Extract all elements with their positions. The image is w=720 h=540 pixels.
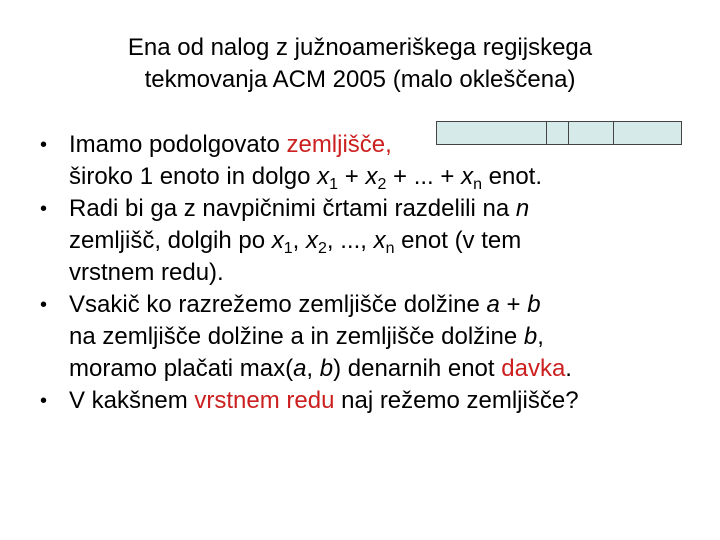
bullet-icon: • [40, 294, 48, 316]
bullet-item-3 [40, 289, 700, 385]
bullet-list [40, 129, 700, 417]
bullet-icon: • [40, 134, 48, 156]
land-segment [437, 122, 547, 144]
bullet-3-line-2: na zemljišče dolžine a in zemljišče dolžine b, [69, 323, 544, 350]
highlight-zemljisce: zemljišče, [286, 131, 392, 158]
highlight-davka: davka [501, 355, 566, 382]
land-segment [569, 122, 614, 144]
bullet-icon: • [40, 390, 48, 412]
highlight-vrstnem-redu: vrstnem redu [194, 387, 335, 414]
bullet-item-2 [40, 193, 700, 289]
land-segment [614, 122, 681, 144]
bullet-1-line-2: široko 1 enoto in dolgo $x_1 + x_2$ + ... + $x_n$ enot. [69, 163, 543, 193]
bullet-2-line-2: zemljišč, dolgih po $x_1$, $x_2$, ..., $x_n$ enot (v tem [69, 227, 522, 257]
bullet-2-line-3: vrstnem redu). [69, 259, 224, 286]
bullet-icon: • [40, 198, 48, 220]
land-strip-diagram [436, 121, 682, 145]
bullet-item-4 [40, 385, 700, 417]
title-line-1: Ena od nalog z južnoameriškega regijskega [127, 34, 593, 61]
title-line-2: tekmovanja ACM 2005 (malo okleščena) [144, 66, 576, 93]
slide-title [0, 32, 720, 96]
bullet-4-line-1: V kakšnem vrstnem redu naj režemo zemljišče? [69, 387, 579, 414]
bullet-1-line-1: Imamo podolgovato zemljišče, [69, 131, 392, 158]
bullet-2-line-1: Radi bi ga z navpičnimi črtami razdelili na n [69, 195, 530, 222]
bullet-3-line-3: moramo plačati max(a, b) denarnih enot davka. [69, 355, 572, 382]
land-segment [547, 122, 569, 144]
bullet-3-line-1: Vsakič ko razrežemo zemljišče dolžine a + b [69, 291, 541, 318]
